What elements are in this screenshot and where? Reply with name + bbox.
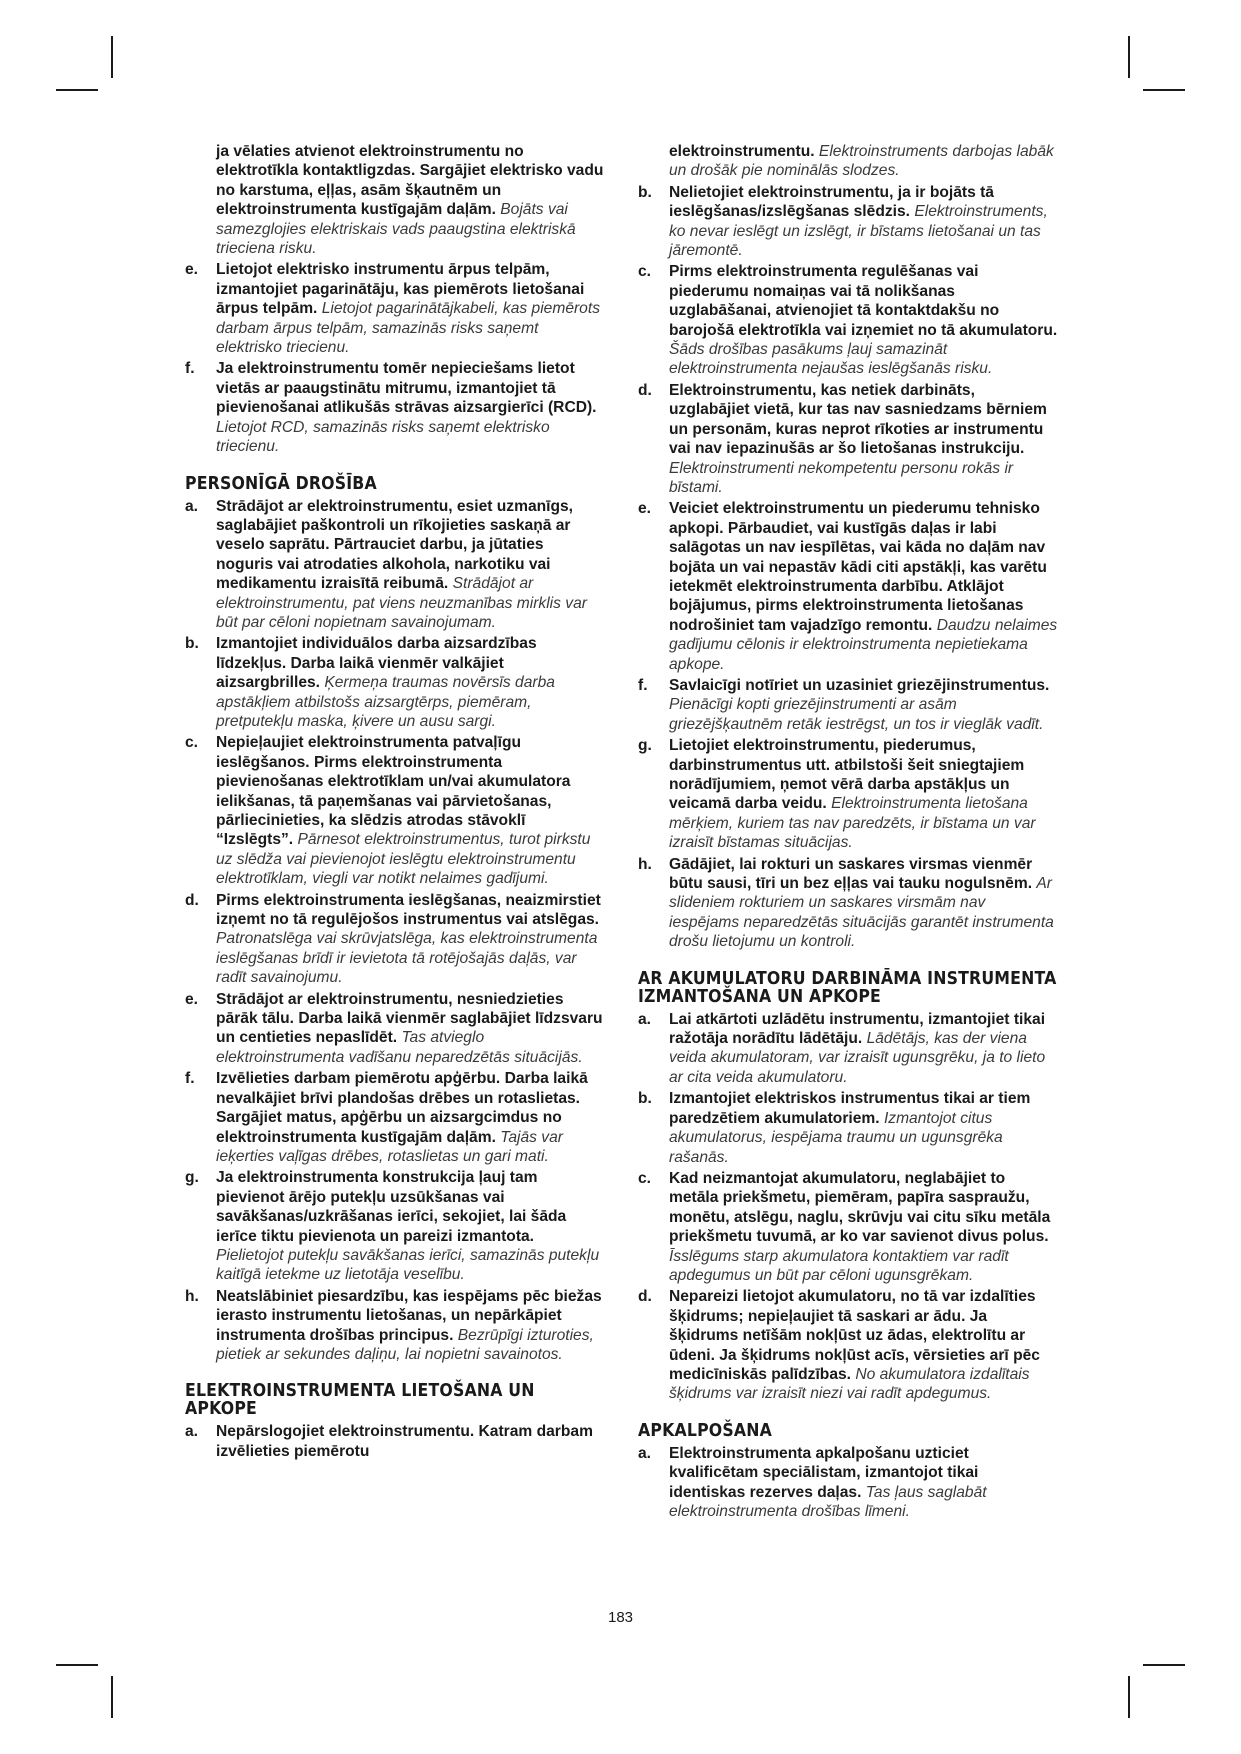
crop-mark-top-right <box>1128 36 1130 78</box>
section-heading-battery-tool: AR AKUMULATORU DARBINĀMA INSTRUMENTA IZMANTOŠANA UN APKOPE <box>638 968 1057 1007</box>
list-item: h. Gādājiet, lai rokturi un saskares virsmas vienmēr būtu sausi, tīri un bez eļļas vai tauku nogulsnēm. Ar slideniem rokturiem un saskares virsmām nav iespējams neparedzētās situācijās garantēt instrumenta drošu lietojumu un kontroli. <box>638 855 1054 951</box>
tool-use-list-continued <box>638 183 1058 952</box>
list-item: e. Veiciet elektroinstrumentu un piederumu tehnisko apkopi. Pārbaudiet, vai kustīgās daļas ir labi salāgotas un nav iespīlētas, vai kāda no daļām nav bojāta un vai nepastāv kādi citi apstākļi, kas varētu ietekmēt elektroinstrumenta darbību. Atklājot bojājumus, pirms elektroinstrumenta lietošanas nodrošiniet tam vajadzīgo remontu. Daudzu nelaimes gadījumu cēlonis ir elektroinstrumenta nepietiekama apkope. <box>638 500 1058 673</box>
list-item: b. Nelietojiet elektroinstrumentu, ja ir bojāts tā ieslēgšanas/izslēgšanas slēdzis. Elektroinstruments, ko nevar ieslēgt un izslēgt, ir bīstams lietošanai un tas jāremontē. <box>638 183 1048 260</box>
list-item: h. Neatslābiniet piesardzību, kas iespējams pēc biežas ierasto instrumentu lietošanas, un nepārkāpiet instrumenta drošības principus. Bezrūpīgi izturoties, pietiek ar sekundes daļiņu, lai nopietni savainotos. <box>185 1287 602 1363</box>
list-item: d. Elektroinstrumentu, kas netiek darbināts, uzglabājiet vietā, kur tas nav sasniedzams bērniem un personām, kuras neprot rīkoties ar instrumentu vai nav iepazinušās ar šo lietošanas instrukciju. Elektroinstrumenti nekompetentu personu rokās ir bīstami. <box>638 381 1047 496</box>
list-item: e. Lietojot elektrisko instrumentu ārpus telpām, izmantojiet pagarinātāju, kas piemērots lietošanai ārpus telpām. Lietojot pagarinātājkabeli, kas piemērots darbam ārpus telpām, samazinās risks saņemt elektrisko triecienu. <box>185 261 600 357</box>
list-item: c. Pirms elektroinstrumenta regulēšanas vai piederumu nomaiņas vai tā nolikšanas uzglabāšanai, atvienojiet tā kontaktdakšu no barojošā elektrotīkla vai izņemiet no tā akumulatoru. Šāds drošības pasākums ļauj samazināt elektroinstrumenta nejaušas ieslēgšanās risku. <box>638 263 1058 378</box>
list-item: g. Lietojiet elektroinstrumentu, piederumus, darbinstrumentus utt. atbilstoši šeit sniegtajiem norādījumiem, ņemot vērā darba apstākļus un veicamā darba veidu. Elektroinstrumenta lietošana mērķiem, kuriem tas nav paredzēts, ir bīstama un var izraisīt bīstamas situācijas. <box>638 737 1036 852</box>
list-item: f. Ja elektroinstrumentu tomēr nepieciešams lietot vietās ar paaugstinātu mitrumu, izmantojiet tā pievienošanai atlikušās strāvas aizsargierīci (RCD). Lietojot RCD, samazinās risks saņemt elektrisko triecienu. <box>185 360 597 456</box>
list-item: a. Strādājot ar elektroinstrumentu, esiet uzmanīgs, saglabājiet paškontroli un rīkojieties saskaņā ar veselo saprātu. Pārtrauciet darbu, ja jūtaties noguris vai atrodaties alkohola, narkotiku vai medikamentu izraisītā reibumā. Strādājot ar elektroinstrumentu, pat viens neuzmanības mirklis var būt par cēloni nopietnam savainojumam. <box>185 497 587 631</box>
tool-use-list <box>185 1422 605 1461</box>
right-intro-paragraph: elektroinstrumentu. Elektroinstruments darbojas labāk un drošāk pie nominālās slodzes. <box>669 143 1054 180</box>
crop-mark-top-left-h <box>56 89 98 91</box>
left-column <box>185 142 605 1463</box>
list-item: c. Nepieļaujiet elektroinstrumenta patvaļīgu ieslēgšanos. Pirms elektroinstrumenta pievienošanas elektrotīklam un/vai akumulatora ielikšanas, tā paņemšanas vai pārvietošanas, pārliecinieties, ka slēdzis atrodas stāvoklī “Izslēgts”. Pārnesot elektroinstrumentus, turot pirkstu uz slēdža vai pievienojot ieslēgtu elektroinstrumentu elektrotīklam, viegli var notikt nelaimes gadījumi. <box>185 734 591 888</box>
list-item: e. Strādājot ar elektroinstrumentu, nesniedzieties pārāk tālu. Darba laikā vienmēr saglabājiet līdzsvaru un centieties nepaslīdēt. Tas atvieglo elektroinstrumenta vadīšanu neparedzētās situācijās. <box>185 990 603 1066</box>
battery-tool-list <box>638 1010 1058 1404</box>
list-item: g. Ja elektroinstrumenta konstrukcija ļauj tam pievienot ārējo putekļu uzsūkšanas vai savākšanas/uzkrāšanas ierīci, sekojiet, lai šāda ierīce tiktu pievienota un pareizi izmantota. Pielietojot putekļu savākšanas ierīci, samazinās putekļu kaitīgā ietekme uz lietotāja veselību. <box>185 1169 600 1284</box>
right-column <box>638 142 1058 1523</box>
electrical-safety-list <box>185 260 605 456</box>
crop-mark-top-left <box>111 36 113 78</box>
section-heading-service: APKALPOŠANA <box>638 1420 772 1441</box>
section-heading-tool-use: ELEKTROINSTRUMENTA LIETOŠANA UN APKOPE <box>185 1381 535 1420</box>
section-heading-personal-safety: PERSONĪGĀ DROŠĪBA <box>185 473 377 494</box>
personal-safety-list <box>185 497 605 1365</box>
page-number: 183 <box>607 1609 634 1626</box>
list-item: f. Savlaicīgi notīriet un uzasiniet griezējinstrumentus. Pienācīgi kopti griezējinstrumenti ar asām griezējšķautnēm retāk iestrēgst, un tos ir vieglāk vadīt. <box>638 676 1050 733</box>
list-item: a. Lai atkārtoti uzlādētu instrumentu, izmantojiet tikai ražotāja norādītu lādētāju. Lādētājs, kas der viena veida akumulatoram, var izraisīt ugunsgrēku, ja to lieto ar cita veida akumulatoru. <box>638 1010 1046 1086</box>
list-item: b. Izmantojiet individuālos darba aizsardzības līdzekļus. Darba laikā vienmēr valkājiet aizsargbrilles. Ķermeņa traumas novērsīs darba apstākļiem atbilstošs aizsargtērps, piemēram, pretputekļu maska, ķivere un ausu sargi. <box>185 635 555 730</box>
list-item: d. Pirms elektroinstrumenta ieslēgšanas, neaizmirstiet izņemt no tā regulējošos instrumentus vai atslēgas. Patronatslēga vai skrūvjatslēga, kas elektroinstrumenta ieslēgšanas brīdī ir ievietota tā rotējošajās daļās, var radīt savainojumu. <box>185 891 601 987</box>
list-item: f. Izvēlieties darbam piemērotu apģērbu. Darba laikā nevalkājiet brīvi plandošas drēbes un rotaslietas. Sargājiet matus, apģērbu un aizsargcimdus no elektroinstrumenta kustīgajām daļām. Tajās var ieķerties vaļīgas drēbes, rotaslietas un gari mati. <box>185 1070 588 1165</box>
crop-mark-bottom-right <box>1128 1676 1130 1718</box>
crop-mark-top-right-h <box>1143 89 1185 91</box>
left-intro-paragraph: ja vēlaties atvienot elektroinstrumentu no elektrotīkla kontaktligzdas. Sargājiet elektrisko vadu no karstuma, eļļas, asām šķautnēm un elektroinstrumenta kustīgajām daļām. Bojāts vai samezglojies elektriskais vads paaugstina elektriskā trieciena risku. <box>216 143 604 258</box>
crop-mark-bottom-right-h <box>1143 1664 1185 1666</box>
list-item: a. Nepārslogojiet elektroinstrumentu. Katram darbam izvēlieties piemērotu <box>185 1423 593 1460</box>
crop-mark-bottom-left <box>111 1676 113 1718</box>
list-item: c. Kad neizmantojat akumulatoru, neglabājiet to metāla priekšmetu, piemēram, papīra saspraužu, monētu, atslēgu, naglu, skrūvju vai citu sīku metāla priekšmetu tuvumā, ar ko var savienot divus polus. Īsslēgums starp akumulatora kontaktiem var radīt apdegumus un būt par cēloni ugunsgrēkam. <box>638 1169 1051 1284</box>
crop-mark-bottom-left-h <box>56 1664 98 1666</box>
list-item: b. Izmantojiet elektriskos instrumentus tikai ar tiem paredzētiem akumulatoriem. Izmantojot citus akumulatorus, iespējama traumu un ugunsgrēka rašanās. <box>638 1090 1031 1166</box>
list-item: d. Nepareizi lietojot akumulatoru, no tā var izdalīties šķidrums; nepieļaujiet tā saskari ar ādu. Ja šķidrums netīšām nokļūst uz ādas, elektrolītu ar ūdeni. Ja šķidrums nokļūst acīs, vērsieties arī pēc medicīniskās palīdzības. No akumulatora izdalītais šķidrums var izraisīt niezi vai radīt apdegumus. <box>638 1288 1040 1403</box>
list-item: a. Elektroinstrumenta apkalpošanu uzticiet kvalificētam speciālistam, izmantojot tikai identiskas rezerves daļas. Tas ļaus saglabāt elektroinstrumenta drošības līmeni. <box>638 1444 987 1520</box>
service-list <box>638 1444 1058 1522</box>
